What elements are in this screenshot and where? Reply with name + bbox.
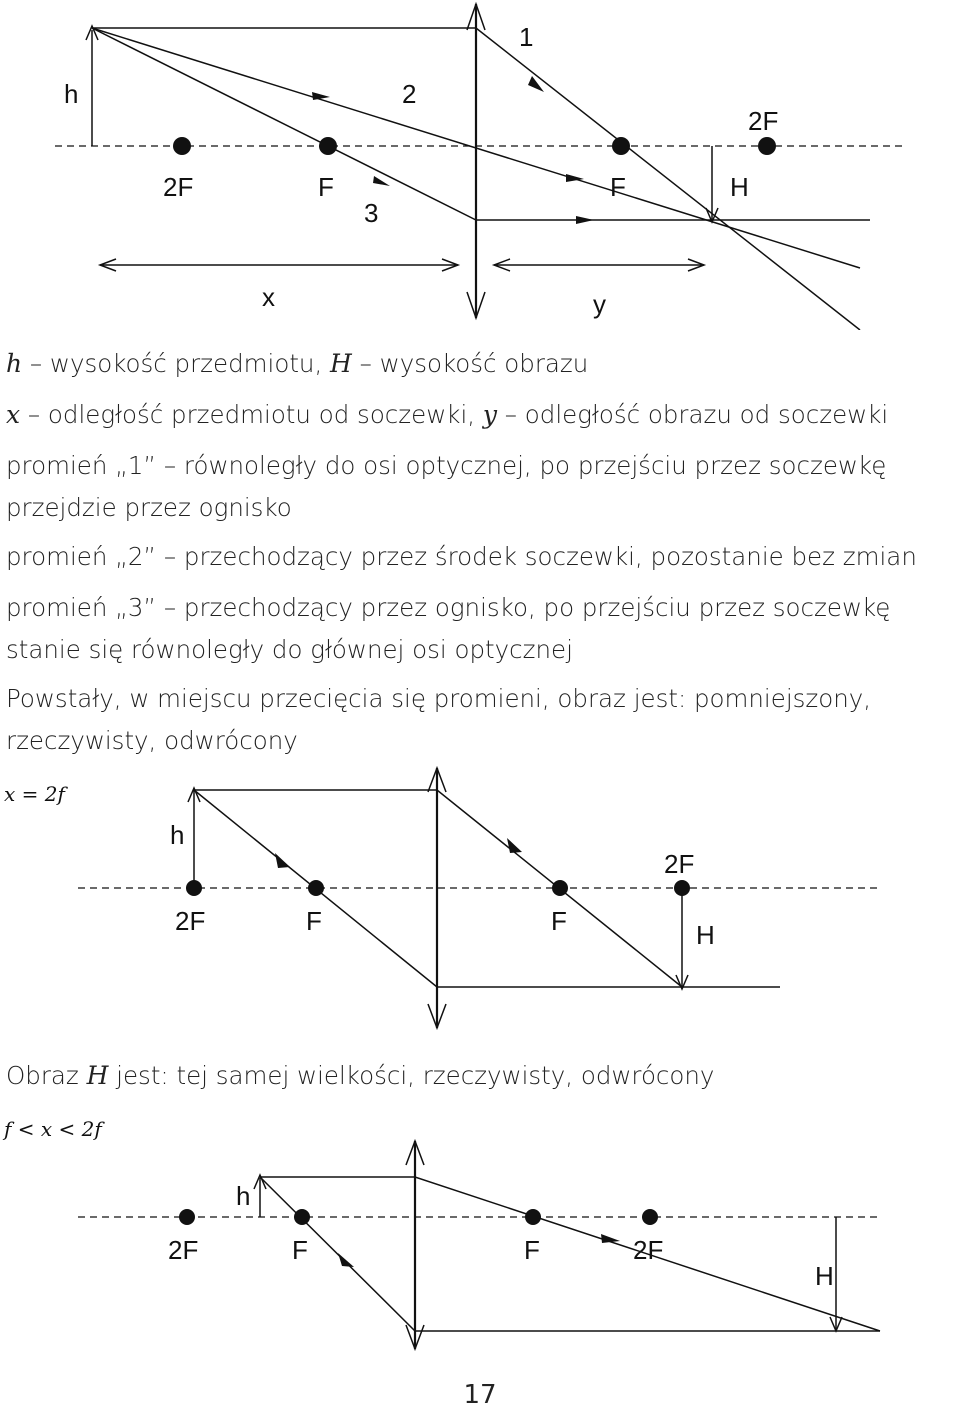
label-2f-right: 2F — [748, 106, 779, 136]
legend-line-x — [6, 394, 958, 436]
ray-1-arrow — [528, 76, 544, 92]
label-2f-right: 2F — [633, 1235, 664, 1265]
ray-diagram-1 — [0, 0, 960, 330]
label-2f-right: 2F — [664, 849, 695, 879]
label-ray-1: 1 — [519, 22, 534, 52]
label-H: H — [730, 172, 749, 202]
case-2-caption — [6, 1055, 958, 1097]
label-y: y — [593, 289, 606, 319]
symbol-x: x — [6, 400, 21, 429]
distance-x-arrow — [100, 259, 458, 271]
focal-point-f-left — [319, 137, 337, 155]
focal-point-2f-left — [179, 1209, 195, 1225]
focal-point-2f-right — [642, 1209, 658, 1225]
ray-diagram-2 — [0, 760, 960, 1040]
ray-3-arrow-b — [576, 216, 594, 224]
label-H: H — [696, 920, 715, 950]
distance-y-arrow — [494, 259, 704, 271]
ray-parallel-arrow — [601, 1234, 620, 1243]
label-ray-2: 2 — [402, 79, 417, 109]
focal-point-f-left — [308, 880, 324, 896]
ray-parallel — [260, 1177, 880, 1331]
label-f-left: F — [292, 1235, 308, 1265]
focal-point-f-right — [612, 137, 630, 155]
label-f-left: F — [306, 906, 322, 936]
focal-point-f-left — [294, 1209, 310, 1225]
caption-prefix: Obraz — [6, 1061, 87, 1090]
focal-point-2f-left — [173, 137, 191, 155]
focal-point-2f-right — [758, 137, 776, 155]
label-ray-3: 3 — [364, 198, 379, 228]
label-h: h — [170, 820, 185, 850]
ray-focal-arrow — [275, 853, 290, 868]
label-f-left: F — [318, 172, 334, 202]
label-f-right: F — [610, 172, 626, 202]
label-H: H — [815, 1261, 834, 1291]
focal-point-2f-right — [674, 880, 690, 896]
label-h: h — [236, 1181, 251, 1211]
page-number: 17 — [463, 1380, 497, 1410]
h-description: – wysokość przedmiotu, — [22, 349, 331, 378]
focal-point-2f-left — [186, 880, 202, 896]
H-description: – wysokość obrazu — [351, 349, 589, 378]
x-description: – odległość przedmiotu od soczewki, — [20, 400, 483, 429]
label-h: h — [64, 79, 79, 109]
focal-point-f-right — [525, 1209, 541, 1225]
ray-1-description: promień „1” – równoległy do osi optycznej, po przejściu przez soczewkę przejdzie przez ognisko — [6, 451, 887, 522]
caption-rest: jest: tej samej wielkości, rzeczywisty, odwrócony — [108, 1061, 715, 1090]
summary-text: Powstały, w miejscu przecięcia się promieni, obraz jest: pomniejszony, rzeczywisty, odwrócony — [6, 684, 872, 755]
ray-3-description: promień „3” – przechodzący przez ognisko, po przejściu przez soczewkę stanie się równoległy do głównej osi optycznej — [6, 593, 891, 664]
ray-focal-arrow — [338, 1253, 354, 1267]
ray-2-description: promień „2” – przechodzący przez środek soczewki, pozostanie bez zmian — [6, 542, 917, 571]
legend-line-h — [6, 343, 958, 385]
symbol-H: H — [330, 349, 352, 378]
condition-f-less-x-less-2f: f < x < 2f — [4, 1117, 102, 1141]
label-2f-left: 2F — [163, 172, 194, 202]
y-description: – odległość obrazu od soczewki — [496, 400, 889, 429]
condition-x-equals-2f: x = 2f — [4, 782, 65, 806]
ray-3-arrow-a — [373, 176, 390, 186]
symbol-H: H — [86, 1061, 109, 1090]
label-x: x — [262, 282, 275, 312]
label-f-right: F — [551, 906, 567, 936]
lens — [406, 1141, 424, 1349]
focal-point-f-right — [552, 880, 568, 896]
label-2f-left: 2F — [168, 1235, 199, 1265]
label-f-right: F — [524, 1235, 540, 1265]
symbol-h: h — [6, 349, 23, 378]
lens — [428, 768, 446, 1028]
lens — [467, 4, 485, 318]
ray-diagram-3 — [0, 1135, 960, 1355]
label-2f-left: 2F — [175, 906, 206, 936]
ray-focal — [260, 1177, 880, 1331]
symbol-y: y — [482, 400, 497, 429]
ray-parallel-arrow — [507, 838, 522, 853]
